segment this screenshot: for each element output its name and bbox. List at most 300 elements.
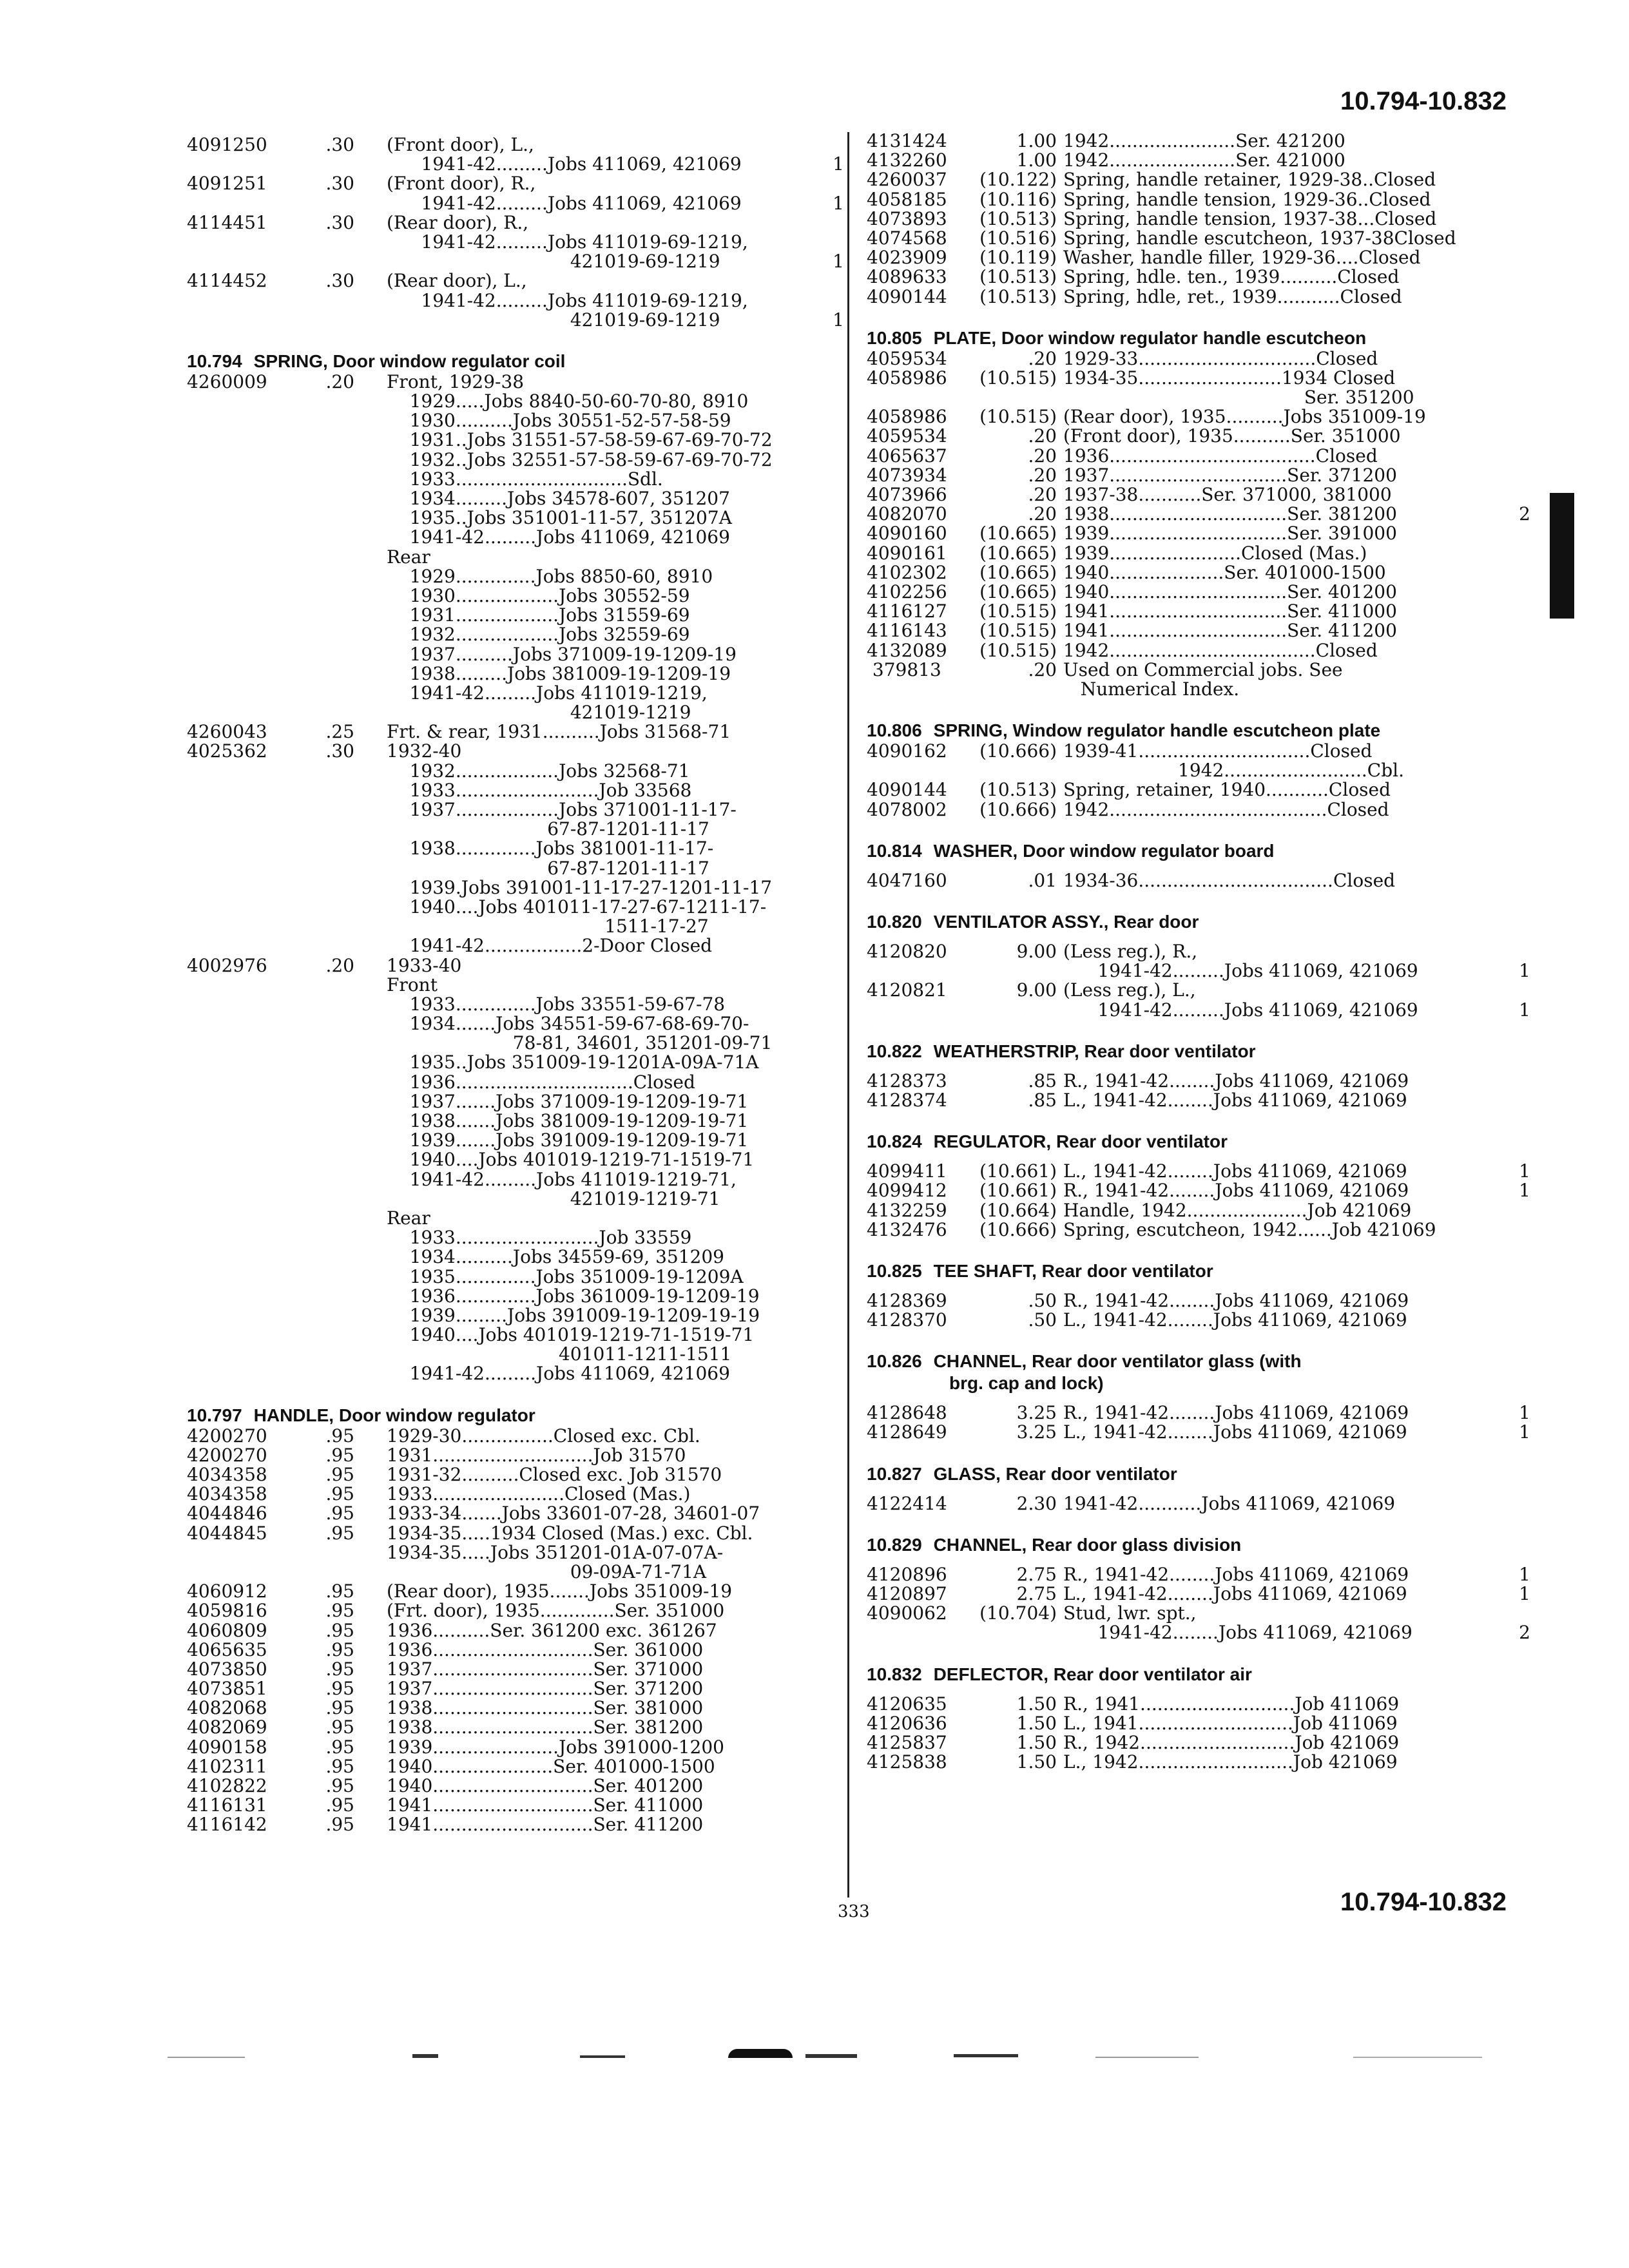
column-divider <box>847 132 849 1898</box>
part-number: 4058185 <box>867 188 947 210</box>
part-description: Spring, retainer, 1940...........Closed <box>1063 779 1391 801</box>
part-number: 4002976 <box>187 954 267 976</box>
part-number: 4260043 <box>187 721 267 743</box>
part-price: .95 <box>325 1678 354 1700</box>
part-entry <box>867 427 1524 446</box>
spacer <box>867 890 1524 911</box>
part-price: 3.25 <box>1016 1421 1057 1443</box>
section-heading <box>867 1463 1524 1485</box>
part-entry <box>187 1446 831 1465</box>
part-entry <box>187 1345 831 1364</box>
section-heading <box>187 1405 831 1427</box>
part-description: 1941-42.........Jobs 411019-1219, <box>387 682 708 704</box>
part-description: R., 1942...........................Job 421069 <box>1063 1731 1400 1753</box>
part-number: 4074568 <box>867 227 947 249</box>
section-title: WEATHERSTRIP, Rear door ventilator <box>933 1041 1256 1061</box>
part-description: 1940....................Ser. 401000-1500 <box>1063 561 1386 583</box>
part-number: 4073851 <box>187 1678 267 1700</box>
part-entry <box>867 942 1524 961</box>
part-entry <box>187 586 831 606</box>
part-entry <box>867 248 1524 267</box>
part-price: .95 <box>325 1619 354 1641</box>
part-number: 4044845 <box>187 1522 267 1544</box>
part-price: (10.666) <box>979 1218 1057 1240</box>
section-title: GLASS, Rear door ventilator <box>933 1463 1177 1484</box>
part-number: 4120897 <box>867 1583 947 1604</box>
part-number: 4120636 <box>867 1712 947 1734</box>
part-price: .50 <box>1028 1309 1057 1331</box>
part-number: 4047160 <box>867 869 947 891</box>
part-description: 1939.......Jobs 391009-19-1209-19-71 <box>387 1129 749 1151</box>
quantity: 1 <box>1519 1402 1530 1424</box>
part-price: .95 <box>325 1775 354 1796</box>
part-number: 4082068 <box>187 1697 267 1719</box>
part-number: 4120896 <box>867 1563 947 1585</box>
part-description: L., 1941-42........Jobs 411069, 421069 <box>1063 1089 1407 1111</box>
part-entry <box>187 1679 831 1698</box>
part-description: (Rear door), R., <box>387 211 529 233</box>
part-number: 4090162 <box>867 740 947 762</box>
part-description: 1934..........Jobs 34559-69, 351209 <box>387 1246 724 1268</box>
part-price: 1.50 <box>1016 1712 1057 1734</box>
page-range-top: 10.794-10.832 <box>1340 87 1507 115</box>
part-entry <box>187 271 831 291</box>
part-description: L., 1941-42........Jobs 411069, 421069 <box>1063 1160 1407 1182</box>
part-number: 4128374 <box>867 1089 947 1111</box>
part-entry <box>187 1640 831 1660</box>
part-entry <box>867 621 1524 640</box>
part-description: 1932..................Jobs 32559-69 <box>387 624 690 646</box>
right-column <box>867 130 1530 1773</box>
part-entry <box>187 1364 831 1383</box>
part-entry <box>187 1621 831 1640</box>
part-entry <box>187 1247 831 1267</box>
part-number: 4060809 <box>187 1619 267 1641</box>
part-entry <box>867 170 1524 189</box>
section-title: DEFLECTOR, Rear door ventilator air <box>933 1664 1252 1684</box>
part-description: R., 1941-42........Jobs 411069, 421069 <box>1063 1402 1409 1424</box>
part-entry <box>867 209 1524 229</box>
part-entry <box>867 660 1524 680</box>
section-number: 10.822 <box>867 1041 922 1061</box>
part-entry <box>187 1815 831 1834</box>
part-entry <box>187 1267 831 1287</box>
part-description: 09-09A-71-71A <box>387 1561 707 1582</box>
part-description: Spring, handle escutcheon, 1937-38Closed <box>1063 227 1456 249</box>
part-entry <box>187 703 831 722</box>
part-description: Stud, lwr. spt., <box>1063 1602 1197 1624</box>
part-entry <box>187 820 831 839</box>
part-description: L., 1942...........................Job 421069 <box>1063 1751 1398 1773</box>
part-price: (10.513) <box>979 266 1057 288</box>
part-price: 1.50 <box>1016 1731 1057 1753</box>
part-description: 1941-42.........Jobs 411069, 421069 <box>1063 960 1418 982</box>
part-description: 401011-1211-1511 <box>387 1343 732 1365</box>
part-entry <box>187 1738 831 1757</box>
part-number: 4128369 <box>867 1289 947 1311</box>
part-description: R., 1941-42........Jobs 411069, 421069 <box>1063 1289 1409 1311</box>
part-description: Front, 1929-38 <box>387 370 525 392</box>
spacer <box>867 1514 1524 1534</box>
part-entry <box>187 1465 831 1485</box>
section-number: 10.814 <box>867 840 922 861</box>
part-entry <box>187 1092 831 1111</box>
part-description: 1941-42.........Jobs 411019-69-1219, <box>387 231 748 253</box>
part-number: 4116127 <box>867 601 947 622</box>
part-entry <box>867 641 1524 660</box>
part-number: 4060912 <box>187 1581 267 1602</box>
part-description: 1933..............................Sdl. <box>387 468 663 490</box>
section-heading <box>187 351 831 372</box>
part-price: .01 <box>1028 869 1057 891</box>
spacer <box>867 1240 1524 1260</box>
part-description: 421019-69-1219 <box>387 309 720 331</box>
part-entry <box>867 1160 1530 1182</box>
thumb-index-tab <box>1550 493 1574 619</box>
part-description: 1937............................Ser. 371200 <box>387 1678 704 1700</box>
part-entry <box>867 563 1524 582</box>
part-entry <box>187 1325 831 1345</box>
part-entry <box>867 1622 1530 1644</box>
section-number: 10.805 <box>867 327 922 348</box>
quantity: 2 <box>1519 1622 1530 1644</box>
part-entry <box>867 602 1524 621</box>
section-title: TEE SHAFT, Rear door ventilator <box>933 1260 1213 1281</box>
part-description: Numerical Index. <box>1063 678 1240 700</box>
part-description: (Frt. door), 1935.............Ser. 351000 <box>387 1600 725 1622</box>
part-price: .95 <box>325 1581 354 1602</box>
part-description: 1933.......................Closed (Mas.) <box>387 1483 691 1505</box>
section-title: REGULATOR, Rear door ventilator <box>933 1131 1228 1152</box>
part-entry <box>187 1189 831 1209</box>
quantity: 1 <box>1519 1160 1530 1182</box>
part-description: 1934-35.....Jobs 351201-01A-07-07A- <box>387 1541 724 1563</box>
part-entry <box>867 388 1524 407</box>
spacer <box>187 1384 831 1405</box>
part-description: 1931..................Jobs 31559-69 <box>387 604 690 626</box>
part-number: 4082070 <box>867 503 947 525</box>
quantity: 1 <box>833 309 844 331</box>
part-number: 4122414 <box>867 1492 947 1514</box>
part-price: .95 <box>325 1697 354 1719</box>
part-price: (10.515) <box>979 639 1057 661</box>
part-description: 1933-34.......Jobs 33601-07-28, 34601-07 <box>387 1503 760 1524</box>
part-entry <box>187 372 831 392</box>
part-entry <box>867 1180 1530 1202</box>
part-entry <box>187 213 831 233</box>
part-description: 1937-38...........Ser. 371000, 381000 <box>1063 484 1392 505</box>
part-entry <box>187 411 831 430</box>
quantity: 1 <box>1519 1583 1530 1604</box>
part-description: 1941-42........Jobs 411069, 421069 <box>1063 1622 1412 1644</box>
part-entry <box>867 999 1530 1021</box>
part-description: (Front door), R., <box>387 173 536 195</box>
part-price: .20 <box>1028 484 1057 505</box>
part-entry <box>187 917 831 936</box>
part-description: 1941-42.........Jobs 411069, 421069 <box>387 192 742 214</box>
section-number: 10.794 <box>187 351 242 371</box>
part-description: 1934.........Jobs 34578-607, 351207 <box>387 488 730 509</box>
part-number: 4090144 <box>867 779 947 801</box>
part-price: .30 <box>325 173 354 195</box>
quantity: 2 <box>1519 503 1530 525</box>
part-description: L., 1941-42........Jobs 411069, 421069 <box>1063 1309 1407 1331</box>
quantity: 1 <box>1519 960 1530 982</box>
part-description: 1931..Jobs 31551-57-58-59-67-69-70-72 <box>387 429 773 451</box>
part-number: 4260037 <box>867 169 947 191</box>
part-description: 67-87-1201-11-17 <box>387 818 709 840</box>
part-price: .20 <box>1028 658 1057 680</box>
section-number: 10.829 <box>867 1534 922 1555</box>
part-price: .20 <box>1028 425 1057 447</box>
part-price: (10.665) <box>979 523 1057 544</box>
part-entry <box>187 1757 831 1776</box>
part-entry <box>187 174 831 193</box>
part-price: .25 <box>325 721 354 743</box>
section-heading <box>867 911 1524 933</box>
part-description: 1934.......Jobs 34551-59-67-68-69-70- <box>387 1013 749 1035</box>
part-description: (Less reg.), R., <box>1063 941 1198 962</box>
part-entry <box>187 528 831 547</box>
part-price: .95 <box>325 1425 354 1446</box>
part-number: 4090160 <box>867 523 947 544</box>
page-number: 333 <box>838 1902 870 1921</box>
part-entry <box>187 450 831 470</box>
part-description: Frt. & rear, 1931..........Jobs 31568-71 <box>387 721 731 743</box>
part-price: (10.513) <box>979 779 1057 801</box>
part-price: 9.00 <box>1016 941 1057 962</box>
part-number: 4116143 <box>867 620 947 642</box>
part-entry <box>187 392 831 411</box>
part-description: (Rear door), 1935..........Jobs 351009-19 <box>1063 406 1426 428</box>
section-title: SPRING, Door window regulator coil <box>253 351 566 371</box>
part-entry <box>187 1170 831 1189</box>
part-entry <box>867 582 1524 602</box>
part-number: 4116131 <box>187 1794 267 1816</box>
part-number: 4132260 <box>867 149 947 171</box>
part-number: 4090158 <box>187 1736 267 1758</box>
part-entry <box>187 470 831 489</box>
part-number: 4132259 <box>867 1199 947 1221</box>
part-price: .95 <box>325 1639 354 1660</box>
part-description: 1939.......................Closed (Mas.) <box>1063 542 1367 564</box>
part-price: .95 <box>325 1503 354 1524</box>
part-entry <box>187 1582 831 1601</box>
part-price: .30 <box>325 270 354 292</box>
part-description: 1933-40 <box>387 954 462 976</box>
part-description: 1933.........................Job 33559 <box>387 1227 692 1249</box>
part-description: R., 1941-42........Jobs 411069, 421069 <box>1063 1070 1409 1091</box>
section-heading <box>867 840 1524 862</box>
part-description: (Front door), L., <box>387 134 534 155</box>
part-entry <box>187 800 831 820</box>
part-number: 4120821 <box>867 979 947 1001</box>
part-price: .20 <box>325 954 354 976</box>
section-title: WASHER, Door window regulator board <box>933 840 1275 861</box>
part-description: 1937..................Jobs 371001-11-17- <box>387 799 737 820</box>
part-description: (Rear door), 1935.......Jobs 351009-19 <box>387 1581 733 1602</box>
part-number: 4091250 <box>187 134 267 155</box>
part-description: 1936...............................Closed <box>387 1071 695 1093</box>
part-description: Rear <box>387 1207 430 1229</box>
part-description: Spring, hdle. ten., 1939..........Closed <box>1063 266 1400 288</box>
section-heading <box>867 1131 1524 1153</box>
part-entry <box>867 1072 1524 1091</box>
part-entry <box>187 1073 831 1092</box>
spacer <box>867 1443 1524 1463</box>
part-entry <box>867 447 1524 466</box>
spacer <box>867 699 1524 720</box>
part-description: 1938............................Ser. 381000 <box>387 1697 704 1719</box>
section-heading <box>867 1372 1524 1394</box>
part-number: 379813 <box>867 658 941 680</box>
part-number: 4058986 <box>867 367 947 389</box>
part-price: .30 <box>325 134 354 155</box>
part-price: (10.515) <box>979 367 1057 389</box>
part-description: 1937............................Ser. 371000 <box>387 1658 704 1680</box>
part-description: 1930..................Jobs 30552-59 <box>387 584 690 606</box>
part-number: 4125838 <box>867 1751 947 1773</box>
part-price: .95 <box>325 1522 354 1544</box>
part-price: .30 <box>325 211 354 233</box>
quantity: 1 <box>833 192 844 214</box>
part-description: 421019-1219-71 <box>387 1187 720 1209</box>
part-price: (10.515) <box>979 620 1057 642</box>
part-entry <box>867 1201 1524 1220</box>
part-entry <box>187 153 844 175</box>
part-description: Spring, hdle, ret., 1939...........Closed <box>1063 285 1402 307</box>
part-description: 1937...............................Ser. 371200 <box>1063 464 1397 486</box>
part-number: 4099411 <box>867 1160 947 1182</box>
part-description: 1936..........Ser. 361200 exc. 361267 <box>387 1619 717 1641</box>
part-number: 4128373 <box>867 1070 947 1091</box>
part-entry <box>867 349 1524 369</box>
part-description: 1941-42.........Jobs 411069, 421069 <box>387 526 730 548</box>
part-entry <box>187 936 831 956</box>
part-price: .20 <box>325 370 354 392</box>
part-description: 1941...............................Ser. 411000 <box>1063 601 1397 622</box>
part-entry <box>867 369 1524 388</box>
part-number: 4034358 <box>187 1464 267 1485</box>
part-entry <box>867 1733 1524 1753</box>
part-price: .95 <box>325 1794 354 1816</box>
part-entry <box>867 1311 1524 1330</box>
part-entry <box>187 1287 831 1306</box>
part-description: 1939-41..............................Closed <box>1063 740 1373 762</box>
part-entry <box>187 1014 831 1033</box>
part-entry <box>187 291 831 311</box>
part-description: 1941-42.........Jobs 411019-1219-71, <box>387 1168 737 1190</box>
part-entry <box>867 871 1524 890</box>
part-entry <box>187 956 831 975</box>
part-number: 4089633 <box>867 266 947 288</box>
part-entry <box>867 1291 1524 1311</box>
part-entry <box>187 489 831 508</box>
part-entry <box>187 1524 831 1543</box>
spacer <box>187 330 831 351</box>
section-heading <box>867 1260 1524 1282</box>
part-price: 3.25 <box>1016 1402 1057 1424</box>
part-number: 4058986 <box>867 406 947 428</box>
part-entry <box>867 131 1524 151</box>
part-description: (Front door), 1935..........Ser. 351000 <box>1063 425 1401 447</box>
section-heading <box>867 1350 1524 1372</box>
part-price: .95 <box>325 1755 354 1777</box>
part-description: Spring, handle tension, 1929-36..Closed <box>1063 188 1431 210</box>
part-price: 1.00 <box>1016 149 1057 171</box>
part-entry <box>187 508 831 528</box>
part-description: Washer, handle filler, 1929-36....Closed <box>1063 247 1421 269</box>
section-number: 10.806 <box>867 720 922 741</box>
part-price: .95 <box>325 1600 354 1622</box>
part-price: .30 <box>325 740 354 762</box>
part-price: (10.516) <box>979 227 1057 249</box>
part-description: 1929-33...............................Closed <box>1063 347 1378 369</box>
quantity: 1 <box>833 153 844 175</box>
part-entry <box>187 762 831 781</box>
part-price: 1.00 <box>1016 130 1057 151</box>
part-price: (10.661) <box>979 1160 1057 1182</box>
part-entry <box>187 1504 831 1523</box>
part-price: (10.666) <box>979 740 1057 762</box>
part-price: (10.665) <box>979 542 1057 564</box>
part-entry <box>187 742 831 761</box>
left-column <box>187 134 844 1836</box>
part-price: .95 <box>325 1444 354 1466</box>
part-entry <box>187 548 831 567</box>
part-price: .50 <box>1028 1289 1057 1311</box>
part-number: 4102302 <box>867 561 947 583</box>
part-price: 2.75 <box>1016 1563 1057 1585</box>
part-entry <box>187 1562 831 1582</box>
section-heading <box>867 720 1524 742</box>
section-heading <box>867 1664 1524 1686</box>
part-entry <box>187 975 831 995</box>
part-entry <box>187 859 831 878</box>
spacer <box>867 1330 1524 1350</box>
part-price: (10.661) <box>979 1180 1057 1202</box>
part-entry <box>187 192 844 214</box>
part-description: 1939...............................Ser. 391000 <box>1063 523 1397 544</box>
part-number: 4091251 <box>187 173 267 195</box>
part-entry <box>187 1485 831 1504</box>
part-description: 1939......................Jobs 391000-1200 <box>387 1736 724 1758</box>
part-description: 1937.......Jobs 371009-19-1209-19-71 <box>387 1090 749 1112</box>
part-description: 1936............................Ser. 361000 <box>387 1639 704 1660</box>
part-number: 4260009 <box>187 370 267 392</box>
part-price: .20 <box>1028 503 1057 525</box>
part-number: 4073893 <box>867 207 947 229</box>
part-number: 4044846 <box>187 1503 267 1524</box>
part-description: R., 1941-42........Jobs 411069, 421069 <box>1063 1180 1409 1202</box>
part-entry <box>867 1220 1524 1240</box>
part-description: 1932..................Jobs 32568-71 <box>387 760 690 782</box>
part-entry <box>867 761 1524 780</box>
part-price: .95 <box>325 1716 354 1738</box>
part-description: (Less reg.), L., <box>1063 979 1196 1001</box>
part-description: Spring, escutcheon, 1942......Job 421069 <box>1063 1218 1436 1240</box>
part-entry <box>187 1698 831 1718</box>
part-entry <box>187 781 831 800</box>
part-number: 4120635 <box>867 1693 947 1715</box>
part-description: R., 1941-42........Jobs 411069, 421069 <box>1063 1563 1409 1585</box>
part-number: 4128648 <box>867 1402 947 1424</box>
part-price: (10.513) <box>979 285 1057 307</box>
part-number: 4200270 <box>187 1425 267 1446</box>
part-entry <box>187 309 844 331</box>
part-description: 78-81, 34601, 351201-09-71 <box>387 1032 773 1054</box>
section-number: 10.797 <box>187 1405 242 1425</box>
